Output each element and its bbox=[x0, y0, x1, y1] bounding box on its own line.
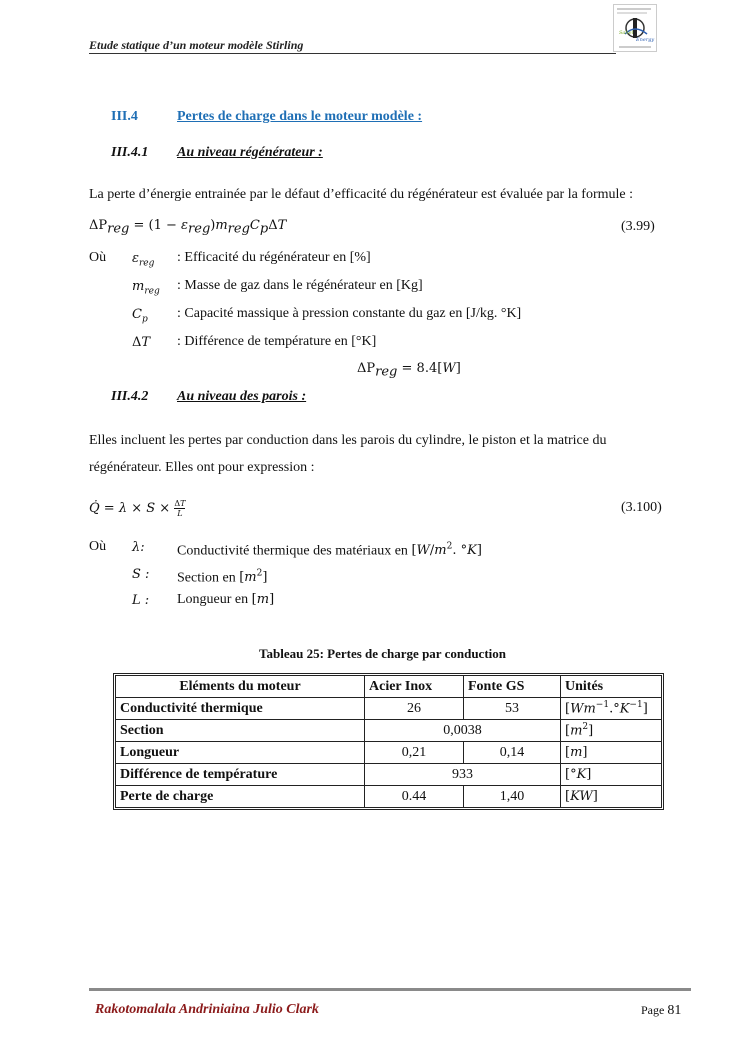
symbol-s: S : bbox=[132, 567, 150, 582]
header-unites: Unités bbox=[561, 676, 662, 698]
cell-merged: 0,0038 bbox=[365, 720, 561, 742]
row-label: Longueur bbox=[116, 742, 365, 764]
def-longueur: Longueur en [m] bbox=[177, 592, 275, 607]
symbol-delta-t: ΔT bbox=[132, 335, 151, 350]
symbol-epsilon-reg: $\varepsilon_{reg}$ bbox=[132, 251, 155, 269]
row-label: Différence de température bbox=[116, 764, 365, 786]
symbol-l: L : bbox=[132, 593, 150, 608]
table-row bbox=[116, 720, 662, 742]
table-caption: Tableau 25: Pertes de charge par conduction bbox=[259, 646, 506, 661]
equation-number-3-100: (3.100) bbox=[621, 500, 662, 515]
row-label: Conductivité thermique bbox=[116, 698, 365, 720]
svg-text:Energy: Energy bbox=[636, 37, 655, 43]
cell-fonte: 53 bbox=[464, 698, 561, 720]
def-section: Section en $[m^2]$ bbox=[177, 569, 268, 586]
parois-para-line2: régénérateur. Elles ont pour expression : bbox=[89, 460, 315, 475]
table-row bbox=[116, 786, 662, 808]
equation-number-3-99: (3.99) bbox=[621, 219, 655, 234]
page-number: Page 81 bbox=[641, 1003, 682, 1018]
cell-inox: 0,21 bbox=[365, 742, 464, 764]
cell-merged: 933 bbox=[365, 764, 561, 786]
section-number: III.4 bbox=[111, 109, 138, 124]
subsection-1-title: Au niveau régénérateur : bbox=[177, 145, 323, 160]
running-header: Etude statique d’un moteur modèle Stirling bbox=[89, 38, 304, 52]
symbol-m-reg: $m_{reg}$ bbox=[132, 279, 160, 297]
subsection-2-number: III.4.2 bbox=[111, 389, 149, 404]
table-row bbox=[116, 698, 662, 720]
header-acier-inox: Acier Inox bbox=[365, 676, 464, 698]
subsection-1-number: III.4.1 bbox=[111, 145, 149, 160]
equation-3-99: $\Delta P_{reg} = (1 - \varepsilon_{reg})m_{reg}C_p\Delta T$ bbox=[89, 218, 287, 237]
cell-unit: [KW] bbox=[561, 786, 662, 808]
table-row bbox=[116, 742, 662, 764]
symbol-lambda: λ: bbox=[132, 540, 145, 555]
cell-unit: $[Wm^{-1}.^\circ K^{-1}]$ bbox=[561, 698, 662, 720]
ou-label-1: Où bbox=[89, 250, 107, 265]
result-delta-p-reg: $\Delta P_{reg} = 8.4[W]$ bbox=[357, 361, 461, 380]
cell-unit: [m] bbox=[561, 742, 662, 764]
equation-3-100: Q̇ = λ × S × $\frac{\Delta T}{L}$ bbox=[89, 499, 186, 518]
parois-para-line1: Elles incluent les pertes par conduction dans les parois du cylindre, le piston et la matrice du bbox=[89, 433, 607, 448]
cell-inox: 26 bbox=[365, 698, 464, 720]
footer-author: Rakotomalala Andriniaina Julio Clark bbox=[95, 1002, 319, 1017]
footer-rule bbox=[89, 988, 691, 991]
def-efficacite: : Efficacité du régénérateur en [%] bbox=[177, 250, 371, 265]
regenerator-intro: La perte d’énergie entrainée par le défaut d’efficacité du régénérateur est évaluée par la formule : bbox=[89, 187, 634, 202]
conduction-table bbox=[113, 673, 664, 810]
def-masse: : Masse de gaz dans le régénérateur en [Kg] bbox=[177, 278, 423, 293]
cell-fonte: 1,40 bbox=[464, 786, 561, 808]
row-label: Perte de charge bbox=[116, 786, 365, 808]
cell-unit: $[m^2]$ bbox=[561, 720, 662, 742]
row-label: Section bbox=[116, 720, 365, 742]
header-fonte-gs: Fonte GS bbox=[464, 676, 561, 698]
section-title: Pertes de charge dans le moteur modèle : bbox=[177, 109, 423, 124]
svg-text:Sahel: Sahel bbox=[619, 30, 634, 36]
subsection-2-title: Au niveau des parois : bbox=[177, 389, 307, 404]
symbol-cp: $C_p$ bbox=[132, 307, 148, 325]
header-elements: Eléments du moteur bbox=[116, 676, 365, 698]
institution-logo bbox=[613, 4, 657, 52]
cell-inox: 0.44 bbox=[365, 786, 464, 808]
def-difference: : Différence de température en [°K] bbox=[177, 334, 377, 349]
cell-fonte: 0,14 bbox=[464, 742, 561, 764]
header-rule bbox=[89, 53, 616, 54]
def-capacite: : Capacité massique à pression constante du gaz en [J/kg. °K] bbox=[177, 306, 522, 321]
table-row bbox=[116, 764, 662, 786]
table-header-row bbox=[116, 676, 662, 698]
ou-label-2: Où bbox=[89, 539, 107, 554]
def-conductivite: Conductivité thermique des matériaux en [$W/m^2$. °K] bbox=[177, 542, 482, 559]
cell-unit: [°K] bbox=[561, 764, 662, 786]
